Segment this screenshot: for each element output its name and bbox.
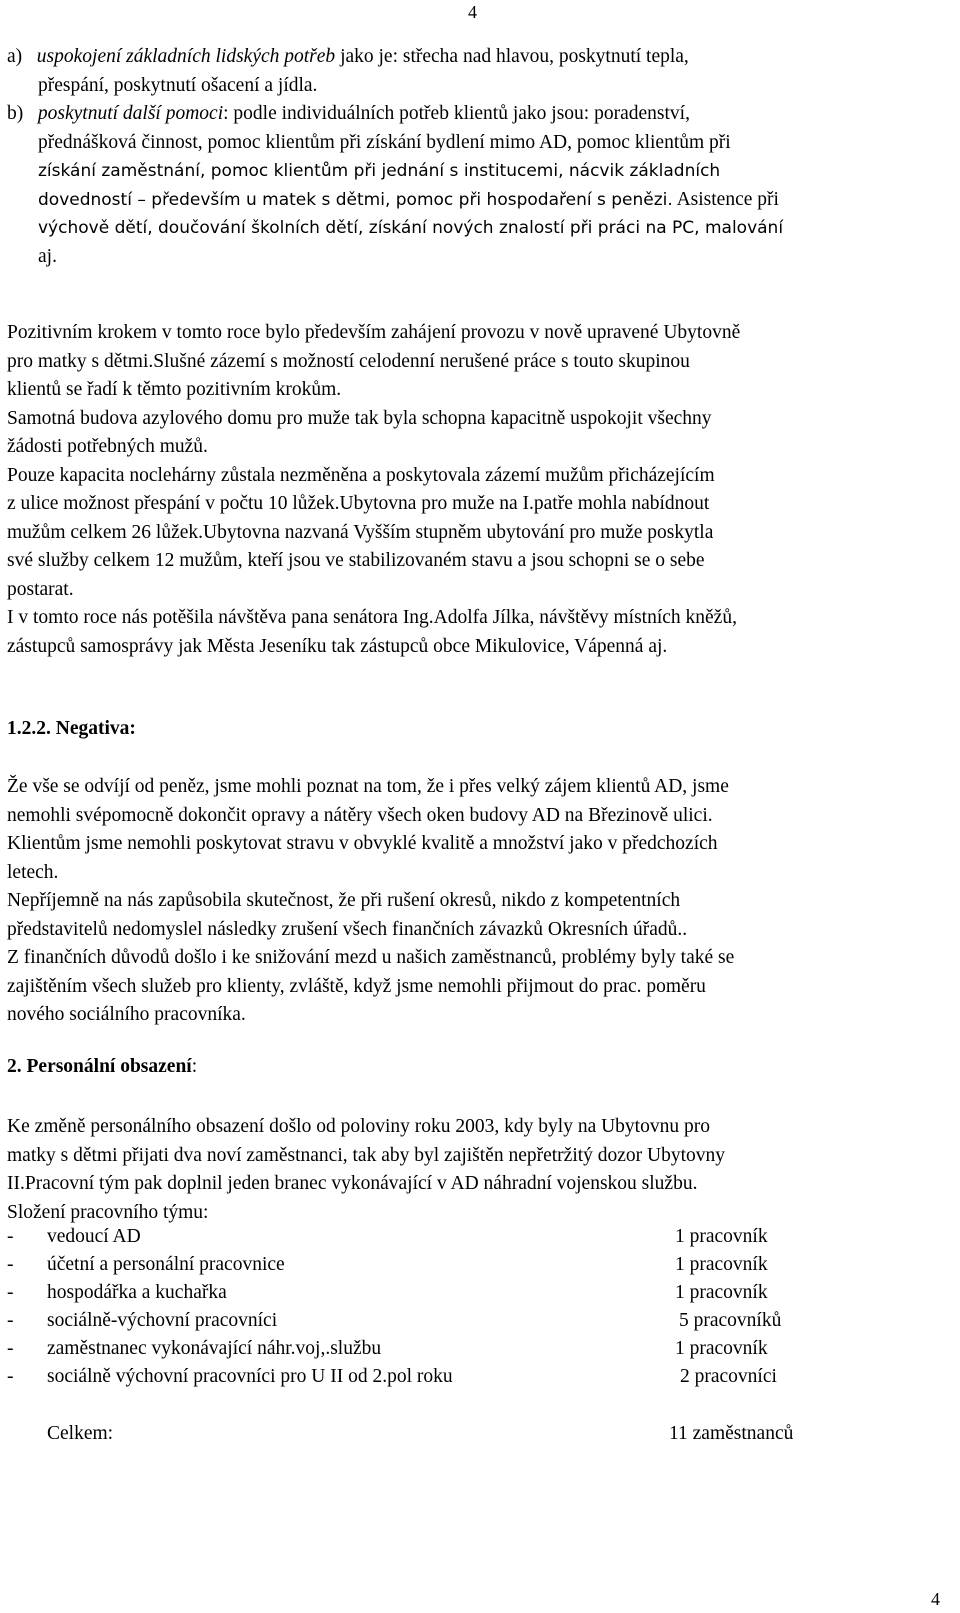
negativa-heading: 1.2.2. Negativa:: [7, 718, 136, 739]
list-b-line-6: aj.: [38, 245, 57, 267]
text-line: Složení pracovního týmu:: [7, 1201, 209, 1223]
list-b-label: poskytnutí další pomoci: [37, 103, 224, 124]
list-b-line-5: výchově dětí, doučování školních dětí, získání nových znalostí při práci na PC, malování: [38, 218, 784, 238]
staff-row: [7, 1310, 942, 1338]
negativa-paragraph: [7, 773, 942, 1030]
text-line: klientů se řadí k těmto pozitivním krokům.: [7, 379, 342, 400]
staff-role: zaměstnanec vykonávající náhr.voj,.službu: [47, 1338, 382, 1359]
text-line: I v tomto roce nás potěšila návštěva pana senátora Ing.Adolfa Jílka, návštěvy místních kněžů,: [7, 607, 737, 628]
staff-dash: -: [7, 1310, 14, 1331]
list-a-text: jako je: střecha nad hlavou, poskytnutí tepla,: [335, 46, 689, 67]
personal-paragraph: [7, 1113, 942, 1227]
text-line: matky s dětmi přijati dva noví zaměstnanci, tak aby byl zajištěn nepřetržitý dozor Ubytovny: [7, 1144, 726, 1166]
staff-row: [7, 1338, 942, 1366]
text-line: nového sociálního pracovníka.: [7, 1004, 246, 1025]
staff-row: [7, 1366, 942, 1394]
personal-heading: [7, 1056, 197, 1078]
staff-count: 1 pracovník: [675, 1338, 768, 1359]
text-line: zástupců samosprávy jak Města Jeseníku tak zástupců obce Mikulovice, Vápenná aj.: [7, 635, 668, 657]
list-a-label: uspokojení základních lidských potřeb: [36, 46, 336, 67]
text-line: Z finančních důvodů došlo i ke snižování mezd u našich zaměstnanců, problémy byly také se: [7, 947, 735, 968]
staff-row: [7, 1226, 942, 1254]
staff-dash: -: [7, 1338, 14, 1359]
text-line: II.Pracovní tým pak doplnil jeden branec vykonávající v AD náhradní vojenskou službu.: [7, 1173, 698, 1194]
text-line: žádosti potřebných mužů.: [7, 436, 208, 457]
list-item-b: b) poskytnutí další pomoci: podle individuálních potřeb klientů jako jsou: poradenství, přednášková činnost, pomoc klientům při získání bydlení mimo AD, pomoc klientům při získání zaměstnání, pomoc klientům při jednání s institucemi, nácvik základních dovedností – především u matek s dětmi, pomoc při hospodaření s penězi. Asistence při výchově dětí, doučování školních dětí, získání nových znalostí při práci na PC, malování aj.: [7, 100, 942, 271]
text-line: nemohli svépomocně dokončit opravy a nátěry všech oken budovy AD na Březinově ulici.: [7, 804, 713, 826]
text-line: Nepříjemně na nás zapůsobila skutečnost, že při rušení okresů, nikdo z kompetentních: [7, 890, 681, 911]
staff-dash: -: [7, 1282, 14, 1303]
list-item-a: a) uspokojení základních lidských potřeb jako je: střecha nad hlavou, poskytnutí tepla, přespání, poskytnutí ošacení a jídla.: [7, 43, 942, 100]
staff-row: [7, 1282, 942, 1310]
total-value: 11 zaměstnanců: [669, 1423, 794, 1444]
staff-count: 5 pracovníků: [679, 1310, 782, 1331]
staff-role: sociálně-výchovní pracovníci: [47, 1310, 278, 1331]
text-line: zajištěním všech služeb pro klienty, zvláště, když jsme nemohli přijmout do prac. poměru: [7, 975, 706, 997]
text-line: pro matky s dětmi.Slušné zázemí s možností celodenní nerušené práce s touto skupinou: [7, 350, 690, 372]
personal-heading-text: 2. Personální obsazení: [7, 1056, 192, 1077]
staff-count: 2 pracovníci: [680, 1366, 777, 1387]
staff-dash: -: [7, 1366, 14, 1387]
text-line: Ke změně personálního obsazení došlo od poloviny roku 2003, kdy byly na Ubytovnu pro: [7, 1116, 710, 1137]
text-line: Klientům jsme nemohli poskytovat stravu v obvyklé kvalitě a množství jako v předchozích: [7, 833, 718, 854]
staff-role: účetní a personální pracovnice: [47, 1254, 285, 1275]
staff-role: sociálně výchovní pracovníci pro U II od 2.pol roku: [47, 1366, 453, 1387]
text-line: své služby celkem 12 mužům, kteří jsou ve stabilizovaném stavu a jsou schopni se o sebe: [7, 550, 705, 571]
text-line: mužům celkem 26 lůžek.Ubytovna nazvaná Vyšším stupněm ubytování pro muže poskytla: [7, 521, 714, 543]
staff-total-row: [7, 1423, 942, 1451]
page-number-top: 4: [468, 2, 477, 22]
staff-count: 1 pracovník: [675, 1254, 768, 1275]
total-label: Celkem:: [47, 1423, 114, 1444]
positive-paragraph: [7, 319, 942, 661]
list-a-text-2: přespání, poskytnutí ošacení a jídla.: [38, 74, 318, 96]
page-number-bottom: 4: [931, 1589, 940, 1609]
personal-heading-colon: :: [191, 1056, 198, 1077]
text-line: z ulice možnost přespání v počtu 10 lůžek.Ubytovna pro muže na I.patře mohla nabídnout: [7, 493, 710, 514]
text-line: postarat.: [7, 578, 74, 600]
staff-dash: -: [7, 1254, 14, 1275]
list-b-line-4: dovedností – především u matek s dětmi, pomoc při hospodaření s penězi.: [38, 189, 673, 210]
list-b-line-3: získání zaměstnání, pomoc klientům při jednání s institucemi, nácvik základních: [38, 161, 721, 181]
list-b-line-1: : podle individuálních potřeb klientů jako jsou: poradenství,: [223, 103, 690, 124]
list-b-line-4b: Asistence při: [672, 188, 779, 210]
text-line: Samotná budova azylového domu pro muže tak byla schopna kapacitně uspokojit všechny: [7, 407, 712, 429]
staff-row: [7, 1254, 942, 1282]
text-line: Že vše se odvíjí od peněz, jsme mohli poznat na tom, že i přes velký zájem klientů AD, jsme: [7, 776, 729, 797]
text-line: představitelů nedomyslel následky zrušení všech finančních závazků Okresních úřadů..: [7, 918, 688, 940]
text-line: Pozitivním krokem v tomto roce bylo především zahájení provozu v nově upravené Ubytovně: [7, 322, 741, 343]
staff-count: 1 pracovník: [675, 1226, 768, 1247]
text-line: Pouze kapacita noclehárny zůstala nezměněna a poskytovala zázemí mužům přicházejícím: [7, 464, 715, 486]
text-line: letech.: [7, 861, 59, 883]
staff-role: hospodářka a kuchařka: [47, 1282, 227, 1303]
staff-role: vedoucí AD: [47, 1226, 141, 1247]
list-b-line-2: přednášková činnost, pomoc klientům při získání bydlení mimo AD, pomoc klientům při: [38, 131, 731, 153]
staff-count: 1 pracovník: [675, 1282, 768, 1303]
staff-dash: -: [7, 1226, 14, 1247]
